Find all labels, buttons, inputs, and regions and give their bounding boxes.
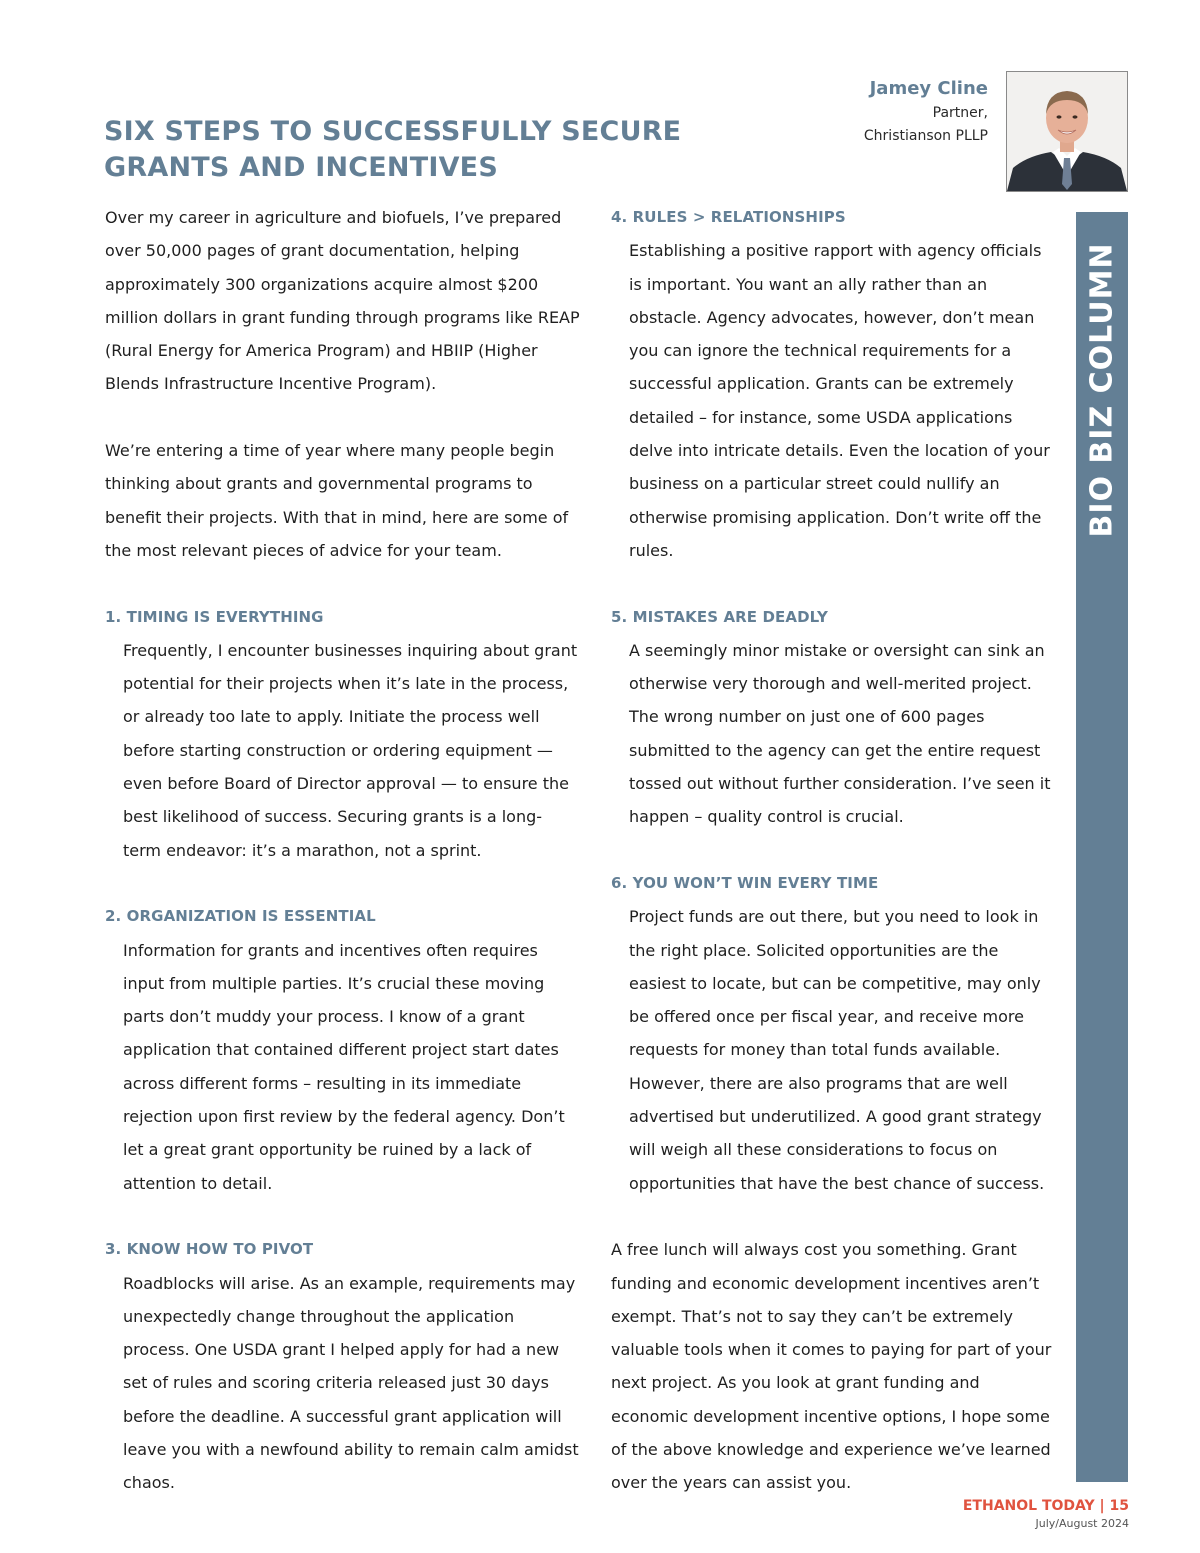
footer-magazine: ETHANOL TODAY | 15 xyxy=(962,1498,1129,1514)
section-heading-timing: 1. TIMING IS EVERYTHING xyxy=(105,607,324,626)
section-body-win: Project funds are out there, but you need to look in the right place. Solicited opportunities are the easiest to locate, but can be competitive, may only be offered once per fiscal year, and receive more requests for money than total funds available. However, there are also programs that are well advertised but underutilized. A good grant strategy will weigh all these considerations to focus on opportunities that have the best chance of success. xyxy=(629,907,1045,1193)
sidebar-label: BIO BIZ COLUMN xyxy=(1084,242,1120,538)
section-body-timing: Frequently, I encounter businesses inquiring about grant potential for their projects when it’s late in the process, or already too late to apply. Initiate the process well before starting construction or ordering equipment — even before Board of Director approval — to ensure the best likelihood of success. Securing grants is a long-term endeavor: it’s a marathon, not a sprint. xyxy=(123,640,578,860)
footer-date: July/August 2024 xyxy=(1035,1517,1129,1530)
section-heading-mistakes: 5. MISTAKES ARE DEADLY xyxy=(611,607,828,626)
right-column xyxy=(611,201,1056,1500)
title-line-2: GRANTS AND INCENTIVES xyxy=(104,152,498,183)
conclusion-paragraph: A free lunch will always cost you something. Grant funding and economic development incentives aren’t exempt. That’s not to say they can’t be extremely valuable tools when it comes to paying for part of your next project. As you look at grant funding and economic development incentive options, I hope some of the above knowledge and experience we’ve learned over the years can assist you. xyxy=(611,1240,1052,1493)
section-body-organization: Information for grants and incentives often requires input from multiple parties. It’s crucial these moving parts don’t muddy your process. I know of a grant application that contained different project start dates across different forms – resulting in its immediate rejection upon first review by the federal agency. Don’t let a great grant opportunity be ruined by a lack of attention to detail. xyxy=(123,940,565,1193)
page-footer xyxy=(963,1496,1129,1531)
intro-paragraph-1: Over my career in agriculture and biofuels, I’ve prepared over 50,000 pages of grant documentation, helping approximately 300 organizations acquire almost $200 million dollars in grant funding through programs like REAP (Rural Energy for America Program) and HBIIP (Higher Blends Infrastructure Incentive Program). xyxy=(105,208,580,394)
author-company: Christianson PLLP xyxy=(863,128,988,144)
author-name: Jamey Cline xyxy=(869,78,988,99)
author-role: Partner, xyxy=(932,105,988,121)
author-block xyxy=(864,76,988,148)
section-heading-rules: 4. RULES > RELATIONSHIPS xyxy=(611,208,846,226)
title-line-1: SIX STEPS TO SUCCESSFULLY SECURE xyxy=(104,116,682,147)
left-column xyxy=(105,201,580,1500)
section-heading-win: 6. YOU WON’T WIN EVERY TIME xyxy=(611,873,879,892)
author-portrait-icon xyxy=(1007,72,1127,191)
section-body-rules: Establishing a positive rapport with agency officials is important. You want an ally rather than an obstacle. Agency advocates, however, don’t mean you can ignore the technical requirements for a successful application. Grants can be extremely detailed – for instance, some USDA applications delve into intricate details. Even the location of your business on a particular street could nullify an otherwise promising application. Don’t write off the rules. xyxy=(629,241,1050,560)
section-body-pivot: Roadblocks will arise. As an example, requirements may unexpectedly change throughout the application process. One USDA grant I helped apply for had a new set of rules and scoring criteria released just 30 days before the deadline. A successful grant application will leave you with a newfound ability to remain calm amidst chaos. xyxy=(123,1273,579,1493)
author-photo xyxy=(1006,71,1128,192)
section-heading-pivot: 3. KNOW HOW TO PIVOT xyxy=(105,1240,314,1259)
section-heading-organization: 2. ORGANIZATION IS ESSENTIAL xyxy=(105,907,376,926)
section-body-mistakes: A seemingly minor mistake or oversight can sink an otherwise very thorough and well-merited project. The wrong number on just one of 600 pages submitted to the agency can get the entire request tossed out without further consideration. I’ve seen it happen – quality control is crucial. xyxy=(629,640,1051,827)
article-title xyxy=(104,114,784,186)
intro-paragraph-2: We’re entering a time of year where many people begin thinking about grants and governmental programs to benefit their projects. With that in mind, here are some of the most relevant pieces of advice for your team. xyxy=(105,441,569,560)
